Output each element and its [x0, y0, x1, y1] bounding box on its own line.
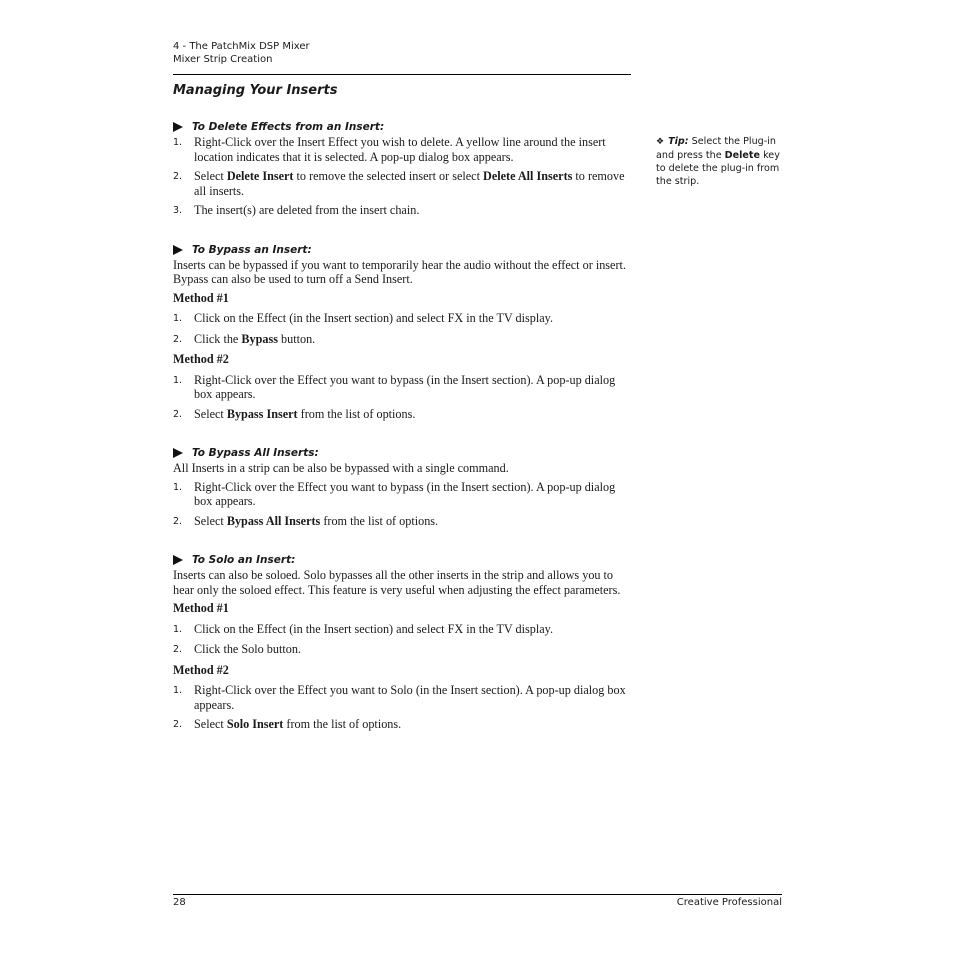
procedure-heading-delete: To Delete Effects from an Insert: [173, 119, 633, 135]
list-item: 1. Right-Click over the Insert Effect you wish to delete. A yellow line around the insert location indicates that it is selected. A pop-up dialog box appears. [173, 135, 606, 164]
method-label: Method #2 [173, 352, 229, 366]
footer-publisher: Creative Professional [676, 897, 782, 908]
solo-intro: Inserts can also be soloed. Solo bypasses all the other inserts in the strip and allows you to hear only the soloed effect. This feature is very useful when adjusting the effect parameters. [173, 568, 621, 597]
tip-label: Tip: [668, 136, 689, 147]
list-item: 3. The insert(s) are deleted from the insert chain. [173, 203, 420, 217]
diamond-icon: ❖ [656, 137, 665, 147]
list-item: 2. Select Bypass Insert from the list of options. [173, 406, 416, 421]
procedure-heading-bypass-all: To Bypass All Inserts: [173, 445, 633, 461]
method-label: Method #2 [173, 662, 229, 677]
running-header [173, 40, 310, 66]
method-label: Method #1 [173, 290, 229, 305]
list-item: 2. Select Bypass All Inserts from the list of options. [173, 513, 439, 528]
main-column [173, 117, 633, 738]
bypass-method1-steps [173, 311, 633, 347]
bypass-intro: Inserts can be bypassed if you want to temporarily hear the audio without the effect or insert. Bypass can also be used to turn off a Send Insert. [173, 257, 626, 286]
list-item: 2. Click the Solo button. [173, 642, 301, 656]
tip-key: Delete [724, 150, 761, 161]
list-item: 1. Click on the Effect (in the Insert section) and select FX in the TV display. [173, 311, 553, 325]
solo-method2-steps [173, 683, 633, 733]
bypass-all-intro: All Inserts in a strip can be also be bypassed with a single command. [173, 461, 509, 475]
list-item: 1. Right-Click over the Effect you want to bypass (in the Insert section). A pop-up dialog box appears. [173, 372, 616, 401]
list-item: 1. Right-Click over the Effect you want to Solo (in the Insert section). A pop-up dialog box appears. [173, 683, 626, 712]
list-item: 1. Right-Click over the Effect you want to bypass (in the Insert section). A pop-up dialog box appears. [173, 479, 616, 508]
bypass-all-steps [173, 480, 633, 530]
arrow-icon [173, 245, 183, 255]
tip-note: ❖ Tip: Select the Plug-in and press the Delete key to delete the plug-in from the strip. [656, 136, 780, 187]
arrow-icon [173, 448, 183, 458]
procedure-heading-solo: To Solo an Insert: [173, 552, 633, 568]
page-title: Managing Your Inserts [173, 83, 338, 98]
header-rule [173, 74, 631, 75]
list-item: 2. Click the Bypass button. [173, 331, 316, 346]
list-item: 1. Click on the Effect (in the Insert section) and select FX in the TV display. [173, 621, 553, 636]
list-item: 2. Select Delete Insert to remove the selected insert or select Delete All Inserts to remove all inserts. [173, 169, 625, 198]
solo-method1-steps [173, 622, 633, 658]
bypass-method2-steps [173, 373, 633, 423]
footer-rule [173, 894, 782, 895]
arrow-icon [173, 122, 183, 132]
list-item: 2. Select Solo Insert from the list of options. [173, 717, 402, 731]
delete-steps [173, 135, 633, 219]
procedure-heading-bypass: To Bypass an Insert: [173, 242, 633, 258]
header-chapter: 4 - The PatchMix DSP Mixer [173, 41, 310, 52]
page-number: 28 [173, 897, 186, 908]
arrow-icon [173, 555, 183, 565]
header-section: Mixer Strip Creation [173, 54, 273, 65]
method-label: Method #1 [173, 601, 229, 615]
